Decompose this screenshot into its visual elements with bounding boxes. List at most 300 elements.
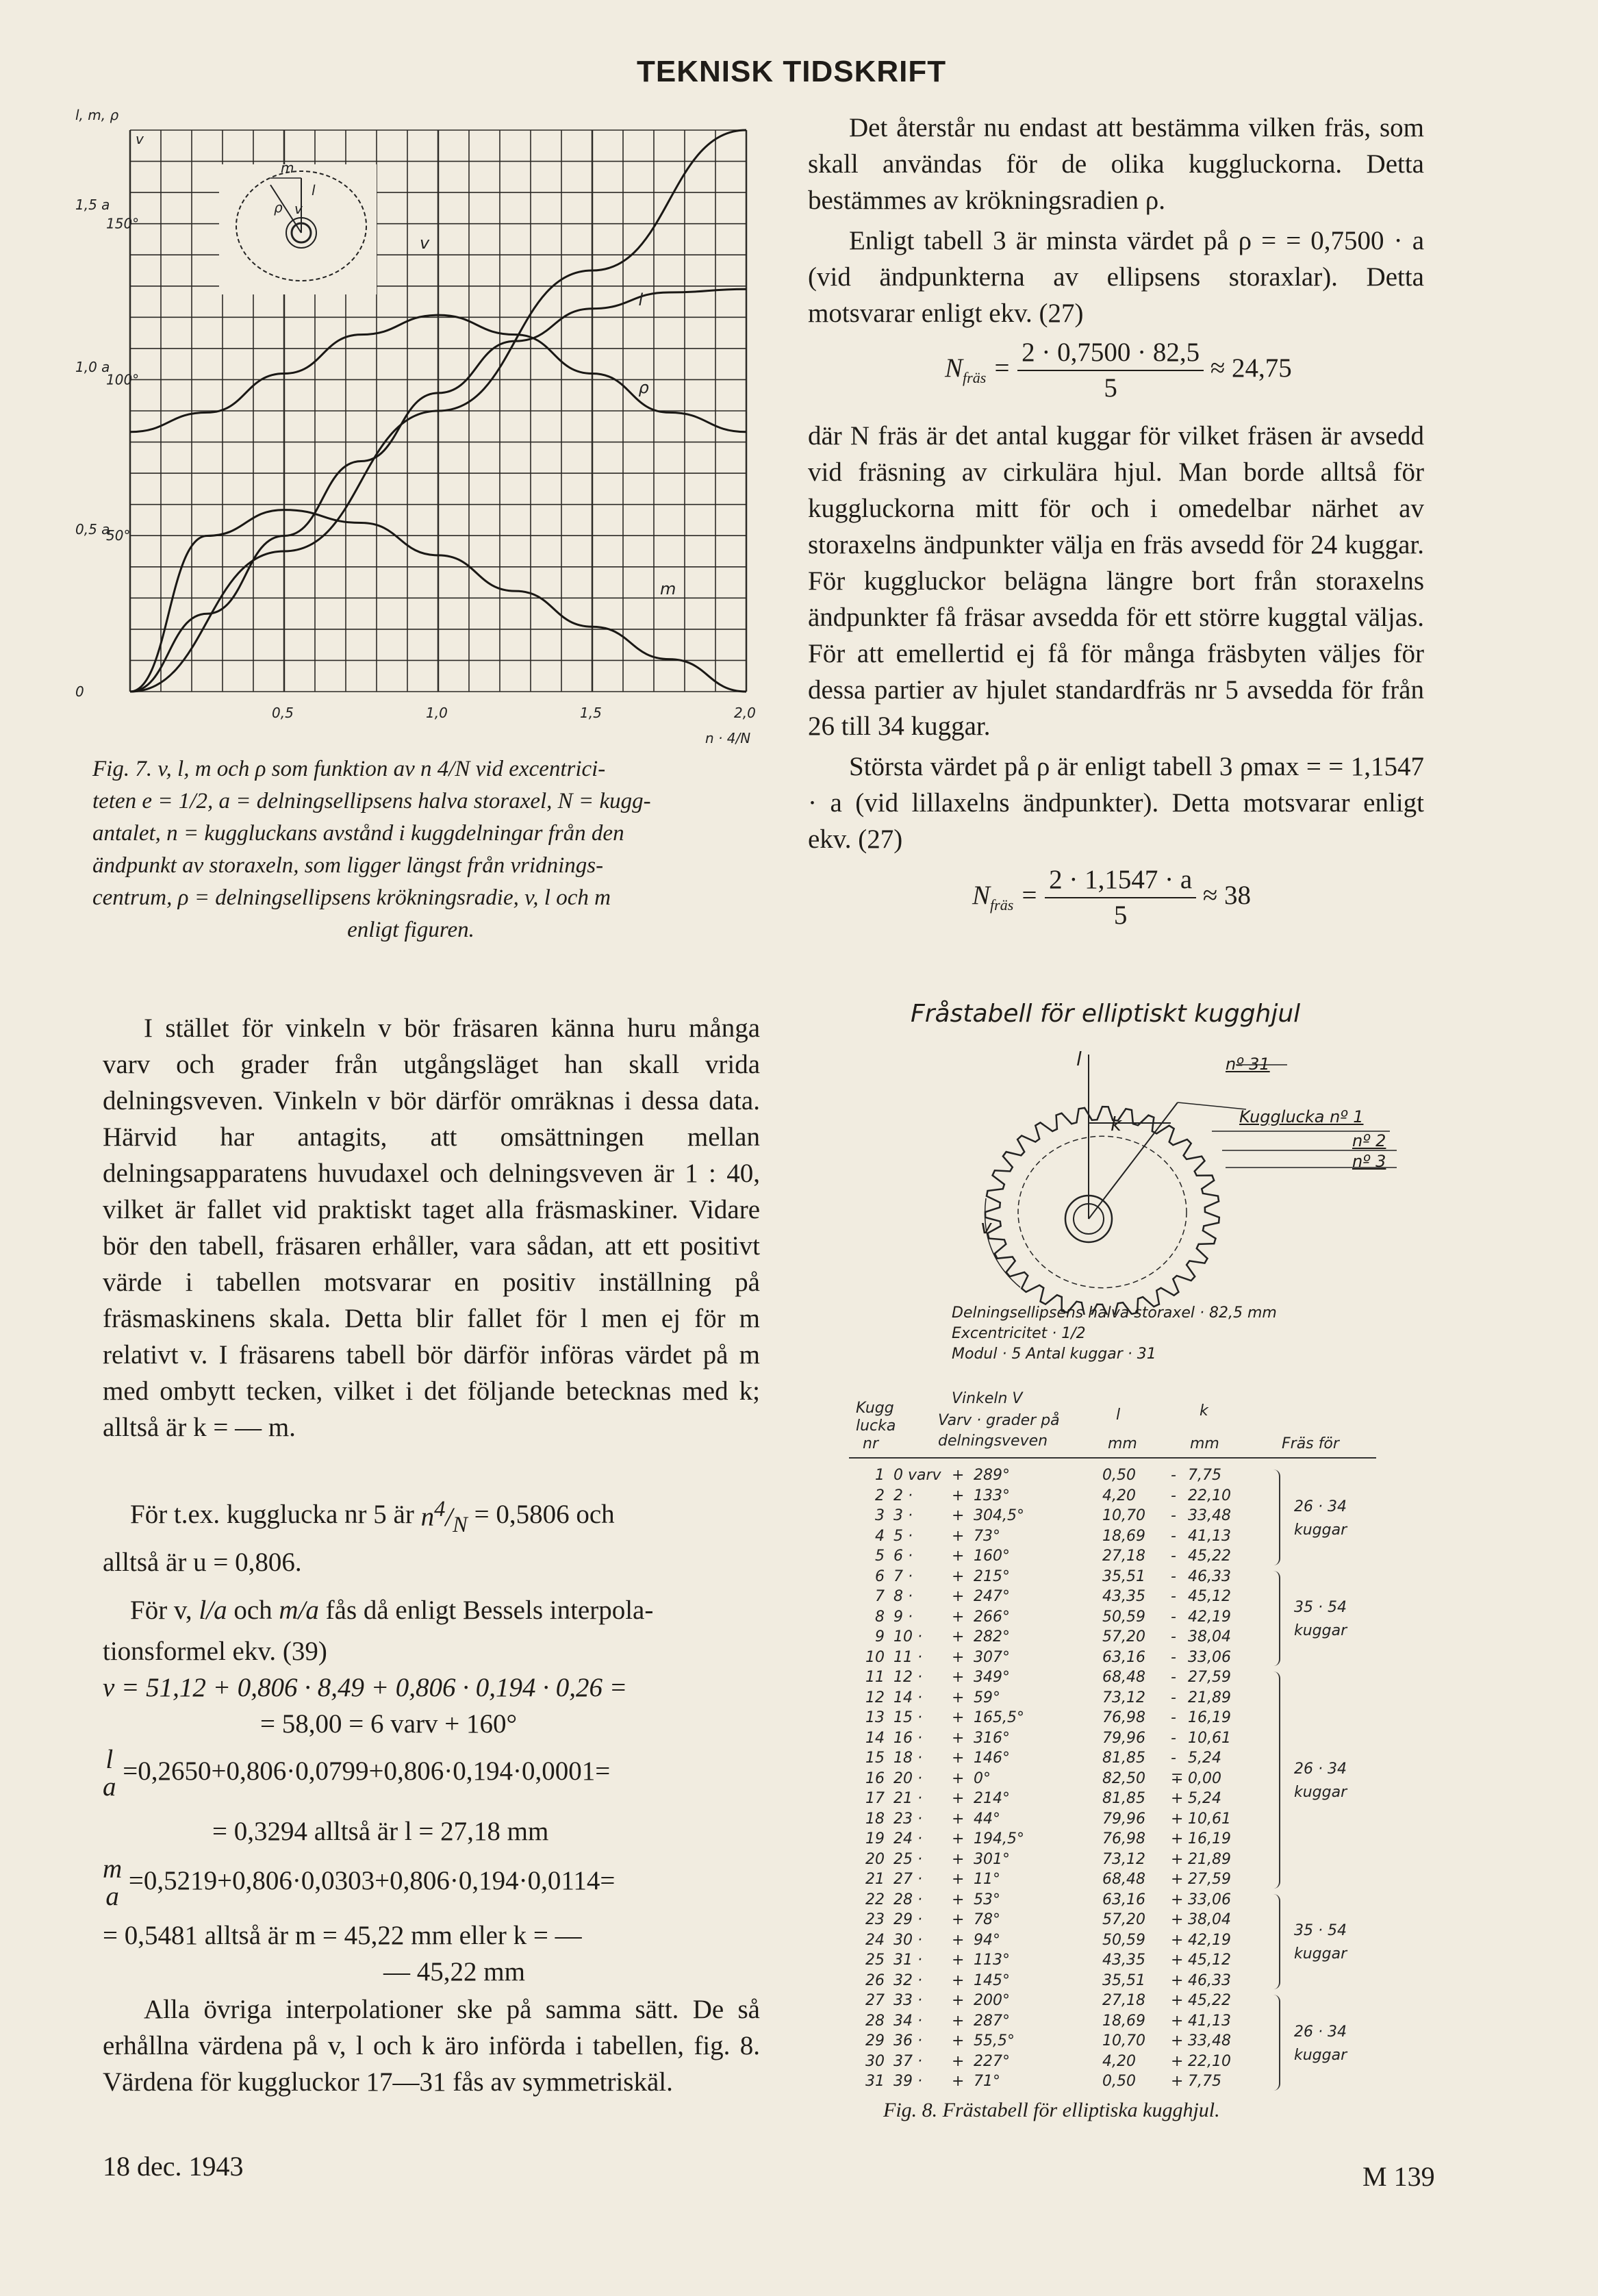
table-cell: 3 (875, 1507, 885, 1524)
numerator: 2 · 1,1547 · a (1045, 863, 1196, 898)
table-cell: + (1171, 1891, 1184, 1908)
table-cell: - (1171, 1648, 1176, 1666)
th-l-unit: mm (1108, 1435, 1137, 1452)
table-row (842, 1689, 1280, 1710)
group-label: 35 · 54 (1294, 1599, 1347, 1617)
fraction (1045, 863, 1196, 933)
left-eq-line: = 0,5481 alltså är m = 45,22 mm eller k = — (103, 1921, 582, 1950)
left-column (103, 1010, 760, 1450)
table-cell: + (1171, 2032, 1184, 2049)
table-cell: + (1171, 1830, 1184, 1847)
table-cell: 8 (875, 1608, 885, 1626)
table-row (842, 2032, 1280, 2053)
table-row (842, 2073, 1280, 2093)
table-cell: 4,20 (1102, 1487, 1136, 1504)
table-cell: 194,5° (974, 1830, 1024, 1847)
table-cell: 29 · (893, 1911, 922, 1928)
table-cell: 16,19 (1188, 1709, 1231, 1726)
table-cell: 71° (974, 2073, 1000, 2090)
table-cell: 5,24 (1188, 1750, 1221, 1767)
table-cell: + (952, 1487, 965, 1504)
gear-drawing (945, 1041, 1465, 1315)
caption-line: ändpunkt av storaxeln, som ligger längst från vridnings- (92, 853, 604, 878)
table-row (842, 1649, 1280, 1669)
group-bracket (1272, 1469, 1280, 1565)
table-row (842, 1487, 1280, 1508)
eq-result: ≈ 38 (1202, 880, 1252, 910)
table-cell: + (1171, 2012, 1184, 2030)
table-row (842, 1467, 1280, 1487)
inset-label: v (294, 201, 303, 217)
table-row (842, 1932, 1280, 1952)
table-cell: + (952, 1952, 965, 1969)
table-cell: 27,18 (1102, 1548, 1145, 1565)
fig7-chart (75, 103, 767, 746)
group-bracket (1272, 1571, 1280, 1667)
table-cell: 32 · (893, 1971, 922, 1989)
table-cell: 33,06 (1188, 1891, 1231, 1908)
table-cell: 18,69 (1102, 2012, 1145, 2030)
group-label: kuggar (1294, 1622, 1347, 1640)
table-cell: 304,5° (974, 1507, 1024, 1524)
table-cell: + (952, 2052, 965, 2070)
th-l: l (1116, 1406, 1121, 1424)
right-paragraph-4: Största värdet på ρ är enligt tabell 3 ρmax = = 1,1547 · a (vid lillaxelns ändpunkter). Detta motsvarar enligt ekv. (27) (808, 752, 1424, 854)
group-label: kuggar (1294, 2046, 1347, 2064)
right-paragraph-2: Enligt tabell 3 är minsta värdet på ρ = = 0,7500 · a (vid ändpunkterna av ellipsens storaxlar). Detta motsvarar enligt ekv. (27) (808, 226, 1424, 328)
x-axis-label: n · 4/N (705, 730, 751, 746)
table-cell: 34 · (893, 2012, 922, 2030)
group-label: kuggar (1294, 1945, 1347, 1963)
table-cell: 27,59 (1188, 1871, 1231, 1888)
right-eq-1 (945, 336, 1292, 405)
table-row (842, 1628, 1280, 1649)
gear-label-k: k (1111, 1113, 1122, 1135)
table-cell: 266° (974, 1608, 1010, 1626)
table-cell: 5,24 (1188, 1790, 1221, 1807)
table-cell: 63,16 (1102, 1648, 1145, 1666)
table-cell: + (1171, 1850, 1184, 1868)
y-axis-label-deg: v (136, 131, 144, 147)
table-cell: 16,19 (1188, 1830, 1231, 1847)
table-cell: + (952, 2073, 965, 2090)
n-fras: $N_{fräs}$ = (945, 353, 1011, 386)
table-cell: 200° (974, 1992, 1010, 2009)
table-cell: 81,85 (1102, 1790, 1145, 1807)
table-cell: 45,12 (1188, 1588, 1231, 1605)
gear-label-n1: Kugglucka nº 1 (1239, 1107, 1364, 1126)
table-cell: 37 · (893, 2052, 922, 2070)
right-paragraph-3: där N fräs är det antal kuggar för vilket fräsen är avsedd vid fräsning av cirkulära hjul. Man borde alltså för kuggluckorna mitt för och i omedelbar närhet av storaxelns ändpunkter välja en fräs avsedd för 24 kuggar. För kuggluckor belägna längre bort från storaxelns ändpunkter få fräsar avsedda för ett större kuggtal väljas. För att emellertid ej få för många fräsbyten väljes för dessa partier av hjulet standardfräs nr 5 avsedda för från 26 till 34 kuggar. (808, 421, 1424, 741)
table-cell: 282° (974, 1628, 1010, 1645)
group-label: 35 · 54 (1294, 1922, 1347, 1940)
table-cell: + (952, 1548, 965, 1565)
table-cell: 4,20 (1102, 2052, 1136, 2070)
series-label: l (638, 290, 644, 310)
th-vinkel-2: Varv · grader på (938, 1412, 1060, 1429)
table-cell: 53° (974, 1891, 1000, 1908)
gear-label-n3: nº 3 (1352, 1152, 1386, 1171)
table-cell: 50,59 (1102, 1931, 1145, 1949)
table-cell: - (1171, 1567, 1176, 1585)
y-axis-label: 0 (75, 683, 84, 700)
table-cell: 21,89 (1188, 1689, 1231, 1706)
table-cell: + (952, 1790, 965, 1807)
table-cell: 81,85 (1102, 1750, 1145, 1767)
table-cell: 45,22 (1188, 1992, 1231, 2009)
table-cell: + (1171, 1931, 1184, 1949)
th-lucka-1: Kugg (856, 1400, 894, 1417)
table-cell: + (1171, 1971, 1184, 1989)
table-cell: 11 · (893, 1648, 922, 1666)
fraction: m a (103, 1854, 123, 1911)
table-cell: 10,61 (1188, 1810, 1231, 1828)
table-cell: ∓ (1171, 1769, 1184, 1787)
table-cell: 33 · (893, 1992, 922, 2009)
table-cell: 42,19 (1188, 1931, 1231, 1949)
table-row (842, 1669, 1280, 1689)
table-cell: 76,98 (1102, 1830, 1145, 1847)
table-cell: 146° (974, 1750, 1010, 1767)
table-cell: 22,10 (1188, 2052, 1231, 2070)
table-cell: + (952, 1648, 965, 1666)
fraction: l a (103, 1745, 116, 1802)
left-eq-nr5 (130, 1496, 615, 1537)
right-eq-2 (972, 863, 1251, 933)
table-row (842, 1770, 1280, 1791)
table-cell: - (1171, 1487, 1176, 1504)
table-cell: + (952, 1911, 965, 1928)
table-cell: 25 · (893, 1850, 922, 1868)
left-paragraph-1: I stället för vinkeln v bör fräsaren känna huru många varv och grader från utgångsläget han skall vrida delningsveven. Vinkeln v bör därför omräknas i dessa data. Härvid har antagits, att omsättningen mellan delningsapparatens huvudaxel och delningsveven är 1 : 40, vilket är fallet vid praktiskt taget alla fräsmaskiner. Vidare bör den tabell, fräsaren erhåller, vara sådan, att ett positivt värde i tabellen motsvarar en positiv inställning på fräsmaskinens skala. Detta blir fallet för l men ej för m relativt v. I fräsarens tabell bör därför införas värdet på m med ombytt tecken, vilket i det följande betecknas med k; alltså är k = — m. (103, 1013, 760, 1442)
table-cell: 10,70 (1102, 1507, 1145, 1524)
caption-line: teten e = 1/2, a = delningsellipsens halva storaxel, N = kugg- (92, 789, 651, 813)
table-cell: 68,48 (1102, 1669, 1145, 1686)
group-label: 26 · 34 (1294, 2023, 1347, 2041)
table-cell: 24 · (893, 1830, 922, 1847)
table-cell: 133° (974, 1487, 1010, 1504)
group-label: kuggar (1294, 1521, 1347, 1539)
table-cell: 14 (865, 1729, 885, 1747)
table-row (842, 1830, 1280, 1851)
th-lucka-3: nr (863, 1435, 878, 1452)
table-cell: 27 (865, 1992, 885, 2009)
table-cell: 94° (974, 1931, 1000, 1949)
table-cell: + (952, 1769, 965, 1787)
y-axis-label: 1,0 a (75, 359, 110, 376)
table-cell: 27,59 (1188, 1669, 1231, 1686)
table-cell: 21 · (893, 1790, 922, 1807)
footer-date: 18 dec. 1943 (103, 2151, 244, 2182)
table-cell: 215° (974, 1567, 1010, 1585)
group-label: 26 · 34 (1294, 1498, 1347, 1515)
x-tick-label: 1,5 (580, 705, 602, 721)
table-cell: + (952, 1709, 965, 1726)
table-cell: 30 · (893, 1931, 922, 1949)
th-k: k (1200, 1402, 1208, 1420)
table-cell: 33,48 (1188, 2032, 1231, 2049)
left-eq-frac-la (103, 1746, 610, 1801)
table-cell: + (952, 1689, 965, 1706)
table-row (842, 1851, 1280, 1871)
journal-header: TEKNISK TIDSKRIFT (637, 55, 947, 88)
table-cell: 0 varv (893, 1467, 941, 1484)
table-cell: + (952, 1527, 965, 1545)
table-cell: 9 (875, 1628, 885, 1645)
table-row (842, 2053, 1280, 2073)
right-column (808, 110, 1424, 336)
table-row (842, 1871, 1280, 1891)
denominator: 5 (1113, 900, 1128, 930)
table-cell: 50,59 (1102, 1608, 1145, 1626)
table-cell: - (1171, 1507, 1176, 1524)
th-lucka-2: lucka (856, 1417, 896, 1435)
table-cell: 349° (974, 1669, 1010, 1686)
table-info-3: Modul · 5 Antal kuggar · 31 (952, 1346, 1156, 1363)
left-column-end (103, 1991, 760, 2104)
gear-teeth (985, 1107, 1219, 1315)
table-cell: 46,33 (1188, 1971, 1231, 1989)
table-cell: 73,12 (1102, 1850, 1145, 1868)
eq-text: och (233, 1595, 272, 1625)
table-cell: + (1171, 1952, 1184, 1969)
table-cell: 43,35 (1102, 1588, 1145, 1605)
table-row (842, 1568, 1280, 1589)
table-cell: 0° (974, 1769, 991, 1787)
fras-table (842, 1390, 1431, 2089)
table-cell: 57,20 (1102, 1628, 1145, 1645)
y-axis-label: l, m, ρ (75, 107, 119, 123)
table-cell: + (952, 1507, 965, 1524)
table-cell: 7,75 (1188, 1467, 1221, 1484)
table-cell: + (1171, 1810, 1184, 1828)
denominator: 5 (1104, 373, 1117, 403)
th-k-unit: mm (1190, 1435, 1219, 1452)
table-cell: 14 · (893, 1689, 922, 1706)
table-cell: 3 · (893, 1507, 913, 1524)
table-cell: + (952, 1971, 965, 1989)
right-column-2 (808, 418, 1424, 861)
table-cell: + (952, 1669, 965, 1686)
table-cell: 22 (865, 1891, 885, 1908)
table-cell: 12 (865, 1689, 885, 1706)
table-cell: + (952, 1729, 965, 1747)
series-label: v (420, 234, 430, 253)
table-cell: 43,35 (1102, 1952, 1145, 1969)
table-row (842, 1507, 1280, 1528)
left-eq-line: v = 51,12 + 0,806 · 8,49 + 0,806 · 0,194 · 0,26 = (103, 1673, 628, 1702)
table-cell: 4 (875, 1527, 885, 1545)
table-cell: 19 (865, 1830, 885, 1847)
table-row (842, 1811, 1280, 1831)
table-cell: 287° (974, 2012, 1010, 2030)
th-vinkel-3: delningsveven (938, 1433, 1048, 1450)
n-fras: $N_{fräs}$ = (972, 880, 1039, 913)
table-cell: 59° (974, 1689, 1000, 1706)
table-cell: + (952, 1588, 965, 1605)
leader-line (1178, 1102, 1246, 1109)
table-cell: 17 (865, 1790, 885, 1807)
table-cell: + (952, 1750, 965, 1767)
caption-line: antalet, n = kuggluckans avstånd i kuggdelningar från den (92, 821, 624, 846)
table-cell: + (1171, 2052, 1184, 2070)
table-cell: + (952, 1810, 965, 1828)
table-cell: + (952, 1467, 965, 1484)
table-cell: 23 (865, 1911, 885, 1928)
table-cell: 46,33 (1188, 1567, 1231, 1585)
table-cell: 307° (974, 1648, 1010, 1666)
table-row (842, 1709, 1280, 1730)
eq-text: =0,2650+0,806·0,0799+0,806·0,194·0,0001= (123, 1756, 611, 1786)
th-fras: Fräs för (1282, 1435, 1339, 1452)
table-cell: 0,50 (1102, 2073, 1136, 2090)
eq-text: = 0,5806 och (474, 1500, 615, 1529)
table-cell: 68,48 (1102, 1871, 1145, 1888)
table-cell: 76,98 (1102, 1709, 1145, 1726)
table-cell: 289° (974, 1467, 1010, 1484)
table-row (842, 1790, 1280, 1811)
table-cell: - (1171, 1669, 1176, 1686)
group-label: 26 · 34 (1294, 1761, 1347, 1778)
table-cell: 22,10 (1188, 1487, 1231, 1504)
table-cell: 316° (974, 1729, 1010, 1747)
footer-page: M 139 (1362, 2161, 1435, 2192)
table-cell: + (952, 2032, 965, 2049)
table-cell: + (952, 1931, 965, 1949)
table-row (842, 1911, 1280, 1932)
eq-text: För v, (130, 1595, 192, 1625)
table-row (842, 1750, 1280, 1770)
table-cell: 33,48 (1188, 1507, 1231, 1524)
table-cell: 145° (974, 1971, 1010, 1989)
table-cell: 10,70 (1102, 2032, 1145, 2049)
table-cell: 5 (875, 1548, 885, 1565)
table-cell: 10,61 (1188, 1729, 1231, 1747)
table-cell: 9 · (893, 1608, 913, 1626)
fig8-caption: Fig. 8. Frästabell för elliptiska kugghjul. (883, 2099, 1220, 2121)
table-row (842, 1548, 1280, 1568)
left-eq-line: tionsformel ekv. (39) (103, 1637, 327, 1666)
left-eq-u: alltså är u = 0,806. (103, 1548, 302, 1577)
inset-label: m (281, 160, 294, 176)
table-cell: 57,20 (1102, 1911, 1145, 1928)
table-cell: 45,22 (1188, 1548, 1231, 1565)
table-cell: 41,13 (1188, 2012, 1231, 2030)
eq-text: =0,5219+0,806·0,0303+0,806·0,194·0,0114= (128, 1865, 616, 1895)
table-cell: 160° (974, 1548, 1010, 1565)
table-cell: 44° (974, 1810, 1000, 1828)
caption-line: Fig. 7. v, l, m och ρ som funktion av n 4/N vid excentrici- (92, 757, 606, 781)
table-cell: 11° (974, 1871, 1000, 1888)
gear-label-l: l (1076, 1048, 1082, 1070)
fraction: m/a (279, 1595, 326, 1625)
table-cell: 35,51 (1102, 1971, 1145, 1989)
table-cell: 2 · (893, 1487, 913, 1504)
gear-label-v: v (980, 1215, 992, 1238)
table-cell: - (1171, 1608, 1176, 1626)
table-cell: + (952, 1608, 965, 1626)
table-cell: 27,18 (1102, 1992, 1145, 2009)
inset-label: ρ (274, 199, 283, 216)
left-eq-line: = 0,3294 alltså är l = 27,18 mm (212, 1817, 549, 1846)
table-row (842, 1972, 1280, 1993)
table-cell: 214° (974, 1790, 1010, 1807)
header-rule (849, 1457, 1376, 1459)
table-cell: + (1171, 1871, 1184, 1888)
x-tick-label: 2,0 (734, 705, 756, 721)
table-cell: 11 (865, 1669, 885, 1686)
table-cell: 82,50 (1102, 1769, 1145, 1787)
table-cell: 15 (865, 1750, 885, 1767)
table-cell: 0,50 (1102, 1467, 1136, 1484)
table-cell: 78° (974, 1911, 1000, 1928)
table-cell: + (952, 1850, 965, 1868)
table-cell: 21 (865, 1871, 885, 1888)
table-cell: 20 · (893, 1769, 922, 1787)
table-row (842, 1609, 1280, 1629)
left-eq-frac-ma (103, 1856, 615, 1910)
table-cell: 6 · (893, 1548, 913, 1565)
table-cell: 5 · (893, 1527, 913, 1545)
table-cell: 35,51 (1102, 1567, 1145, 1585)
table-cell: 45,12 (1188, 1952, 1231, 1969)
table-cell: 27 · (893, 1871, 922, 1888)
table-cell: - (1171, 1628, 1176, 1645)
inset-label: l (312, 182, 316, 199)
group-bracket (1272, 1671, 1280, 1889)
table-cell: - (1171, 1750, 1176, 1767)
table-cell: 21,89 (1188, 1850, 1231, 1868)
table-cell: 28 · (893, 1891, 922, 1908)
table-cell: 10 · (893, 1628, 922, 1645)
fig8-title: Fråstabell för elliptiskt kugghjul (911, 1000, 1301, 1028)
fraction: l/a (199, 1595, 234, 1625)
th-vinkel-1: Vinkeln V (952, 1390, 1023, 1407)
table-cell: 16 (865, 1769, 885, 1787)
table-cell: 23 · (893, 1810, 922, 1828)
right-paragraph-1: Det återstår nu endast att bestämma vilken fräs, som skall användas för de olika kuggluckorna. Detta bestämmes av krökningsradien ρ. (808, 113, 1424, 215)
table-cell: 15 · (893, 1709, 922, 1726)
table-cell: + (952, 1992, 965, 2009)
table-row (842, 1730, 1280, 1750)
table-cell: 20 (865, 1850, 885, 1868)
eq-text: fås då enligt Bessels interpola- (325, 1595, 654, 1625)
table-cell: 31 · (893, 1952, 922, 1969)
table-cell: 16 · (893, 1729, 922, 1747)
series-label: ρ (638, 377, 649, 397)
table-cell: 13 (865, 1709, 885, 1726)
caption-line: centrum, ρ = delningsellipsens krökningsradie, v, l och m (92, 885, 611, 910)
group-bracket (1272, 1995, 1280, 2091)
table-cell: + (952, 1628, 965, 1645)
table-cell: 0,00 (1188, 1769, 1221, 1787)
table-row (842, 2013, 1280, 2033)
table-cell: + (1171, 1790, 1184, 1807)
table-cell: 39 · (893, 2073, 922, 2090)
left-eq-bessel (130, 1592, 653, 1628)
table-cell: + (1171, 1992, 1184, 2009)
table-row (842, 1891, 1280, 1912)
left-paragraph-4: Alla övriga interpolationer ske på samma sätt. De så erhållna värdena på v, l och k äro införda i tabellen, fig. 8. Värdena för kuggluckor 17—31 fås av symmetriskäl. (103, 1995, 760, 2097)
table-cell: 18,69 (1102, 1527, 1145, 1545)
gear-label-n31: nº 31 (1226, 1055, 1270, 1074)
table-cell: 301° (974, 1850, 1010, 1868)
table-cell: 18 (865, 1810, 885, 1828)
table-cell: - (1171, 1729, 1176, 1747)
series-label: m (660, 579, 676, 598)
table-cell: 1 (875, 1467, 885, 1484)
table-cell: 79,96 (1102, 1729, 1145, 1747)
